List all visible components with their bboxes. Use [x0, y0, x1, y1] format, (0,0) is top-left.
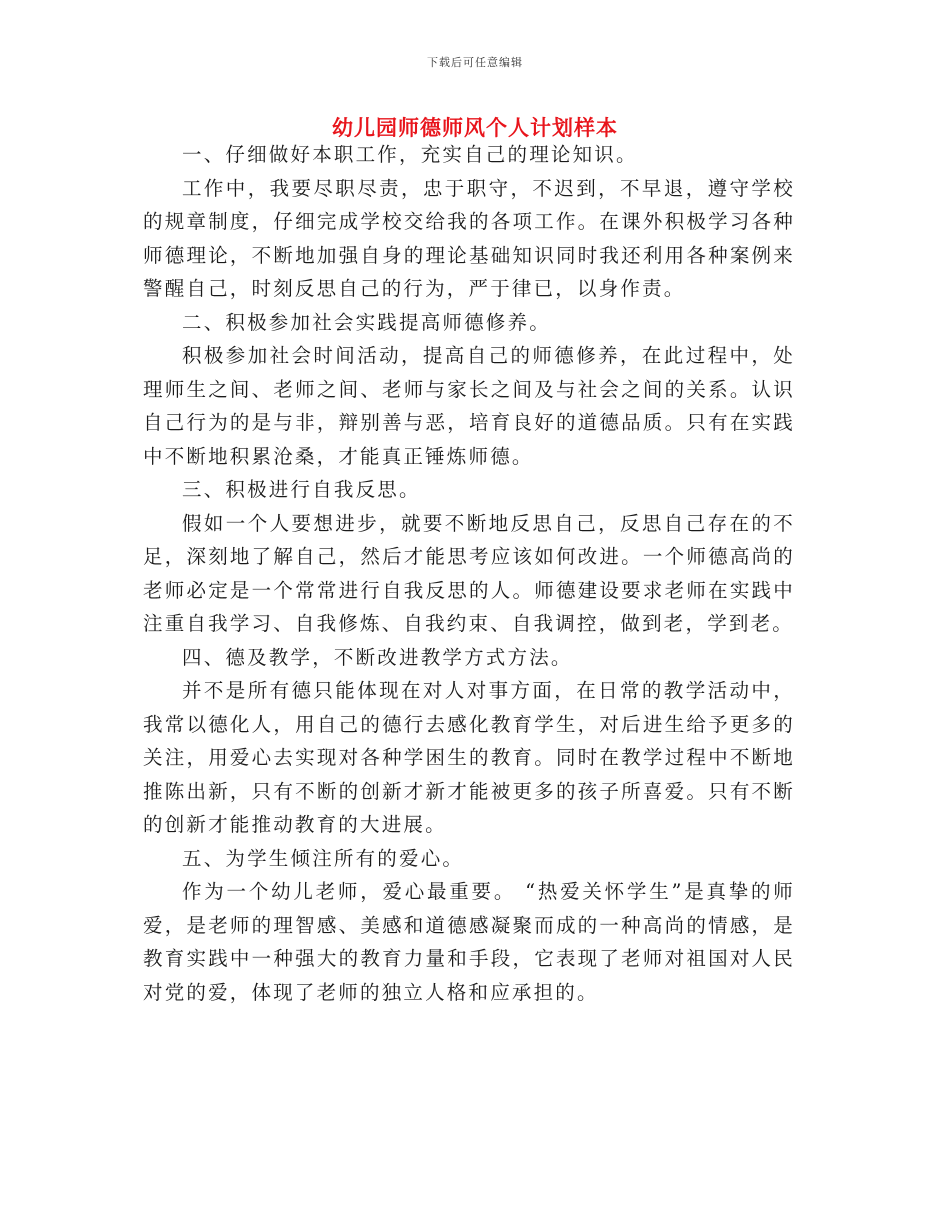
page-header-note: 下载后可任意编辑 — [427, 56, 523, 69]
document-title: 幼儿园师德师风个人计划样本 — [332, 115, 618, 140]
paragraph: 假如一个人要想进步，就要不断地反思自己，反思自己存在的不足，深刻地了解自己，然后才能思考应该如何改进。一个师德高尚的老师必定是一个常常进行自我反思的人。师德建设要求老师在实践中注重自我学习、自我修炼、自我约束、自我调控，做到老，学到老。 — [143, 511, 795, 635]
section-heading-2: 二、积极参加社会实践提高师德修养。 — [182, 310, 551, 334]
section-heading-4: 四、德及教学，不断改进教学方式方法。 — [182, 645, 573, 669]
paragraph: 作为一个幼儿老师，爱心最重要。 “热爱关怀学生”是真挚的师爱，是老师的理智感、美感和道德感凝聚而成的一种高尚的情感，是教育实践中一种强大的教育力量和手段，它表现了老师对祖国对人民对党的爱，体现了老师的独立人格和应承担的。 — [143, 880, 795, 1004]
paragraph: 积极参加社会时间活动，提高自己的师德修养，在此过程中，处理师生之间、老师之间、老师与家长之间及与社会之间的关系。认识自己行为的是与非，辩别善与恶，培育良好的道德品质。只有在实践中不断地积累沧桑，才能真正锤炼师德。 — [143, 344, 795, 468]
section-heading-1: 一、仔细做好本职工作，充实自己的理论知识。 — [182, 143, 638, 166]
paragraph: 工作中，我要尽职尽责，忠于职守，不迟到，不早退，遵守学校的规章制度，仔细完成学校交给我的各项工作。在课外积极学习各种师德理论，不断地加强自身的理论基础知识同时我还利用各种案例来警醒自己，时刻反思自己的行为，严于律已，以身作责。 — [143, 176, 795, 300]
section-heading-5: 五、为学生倾注所有的爱心。 — [182, 846, 465, 870]
document-body — [143, 138, 795, 1009]
section-heading-3: 三、积极进行自我反思。 — [182, 478, 421, 501]
paragraph: 并不是所有德只能体现在对人对事方面，在日常的教学活动中，我常以德化人，用自己的德行去感化教育学生，对后进生给予更多的关注，用爱心去实现对各种学困生的教育。同时在教学过程中不断地推陈出新，只有不断的创新才新才能被更多的孩子所喜爱。只有不断的创新才能推动教育的大进展。 — [143, 679, 795, 836]
